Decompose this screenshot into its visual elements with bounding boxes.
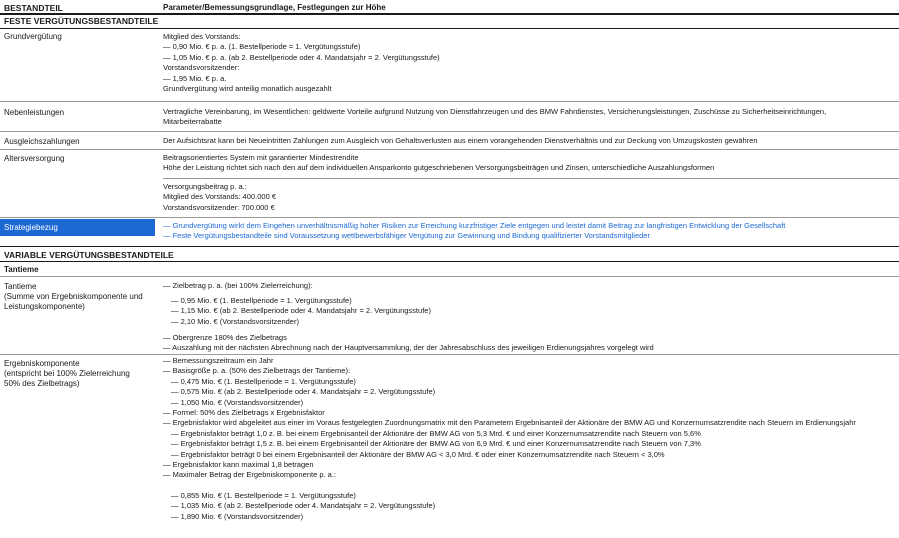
detail-line: — Ergebnisfaktor beträgt 1,5 z. B. bei einem Ergebnisanteil der Aktionäre der BMW AG von 6,9 Mrd. € und einer Konzernumsatzrendite nach Steuern von 7,3%	[171, 439, 701, 449]
label-line: Leistungskomponente)	[4, 302, 85, 311]
row-label-ausgleichszahlungen: Ausgleichszahlungen	[4, 137, 80, 146]
tantieme-details-c	[163, 333, 654, 354]
row-divider	[0, 217, 899, 218]
detail-line: Vertragliche Vereinbarung, im Wesentlichen: geldwerte Vorteile aufgrund Nutzung von Dienstfahrzeugen und des BMW Fahrdienstes, Versicherungsleistungen, Zuschüsse zu Sicherheitseinrichtungen,	[163, 107, 827, 116]
ausgleichszahlungen-details: Der Aufsichtsrat kann bei Neueintritten Zahlungen zum Ausgleich von Gehaltsverlusten aus einem vorangehenden Dienstverhältnis und zur Deckung von Umzugskosten gewähren	[163, 136, 758, 145]
detail-line: — Bemessungszeitraum ein Jahr	[163, 356, 274, 365]
section-variable-title: VARIABLE VERGÜTUNGSBESTANDTEILE	[4, 250, 174, 260]
detail-line: — Ergebnisfaktor wird abgeleitet aus einer im Voraus festgelegten Zuordnungsmatrix mit den Parametern Ergebnisanteil der Aktionäre der BMW AG und Konzernumsatzrendite nach Steuern im Erdienungsjahr	[163, 418, 856, 428]
row-divider	[0, 149, 899, 150]
grundverguetung-details	[163, 32, 440, 94]
altersversorgung-details-a	[163, 153, 714, 174]
row-divider	[0, 354, 899, 355]
label-line: (entspricht bei 100% Zielerreichung	[4, 369, 130, 378]
row-label-grundverguetung: Grundvergütung	[4, 32, 62, 41]
detail-line: — Zielbetrag p. a. (bei 100% Zielerreichung):	[163, 281, 313, 290]
detail-line: — 1,15 Mio. € (ab 2. Bestellperiode oder 4. Mandatsjahr = 2. Vergütungsstufe)	[171, 306, 431, 316]
detail-line: — Obergrenze 180% des Zielbetrags	[163, 333, 287, 342]
row-divider	[0, 101, 899, 102]
detail-line: — 1,890 Mio. € (Vorstandsvorsitzender)	[171, 511, 304, 521]
row-label-strategiebezug: Strategiebezug	[4, 223, 58, 232]
column-header-component: BESTANDTEIL	[4, 3, 63, 13]
detail-line: — 0,855 Mio. € (1. Bestellperiode = 1. Vergütungsstufe)	[171, 491, 356, 501]
row-label-ergebniskomponente	[4, 359, 130, 389]
section-rule	[0, 261, 899, 262]
detail-line: — 1,035 Mio. € (ab 2. Bestellperiode oder 4. Mandatsjahr = 2. Vergütungsstufe)	[171, 501, 436, 511]
detail-line: Versorgungsbeitrag p. a.:	[163, 182, 247, 191]
tantieme-details-b	[163, 296, 431, 327]
detail-line: — Ergebnisfaktor beträgt 0 bei einem Ergebnisanteil der Aktionäre der BMW AG < 3,0 Mrd. € oder einer Konzernumsatzrendite nach Steuern < 3,0%	[171, 449, 665, 459]
sub-divider	[163, 178, 899, 179]
label-line: (Summe von Ergebniskomponente und	[4, 292, 143, 301]
ergebniskomponente-details	[163, 356, 856, 522]
detail-line: — 1,050 Mio. € (Vorstandsvorsitzender)	[171, 397, 304, 407]
detail-line: — 0,95 Mio. € (1. Bestellperiode = 1. Vergütungsstufe)	[171, 296, 352, 305]
detail-line: Vorstandsvorsitzender: 700.000 €	[163, 202, 275, 212]
detail-line: — Grundvergütung wirkt dem Eingehen unverhältnismäßig hoher Risiken zur Erreichung kurzfristiger Ziele entgegen und leistet damit Beitrag zur langfristigen Entwicklung der Gesellschaft	[163, 221, 786, 230]
row-divider	[0, 131, 899, 132]
label-line: Tantieme	[4, 282, 37, 291]
detail-line: — 0,90 Mio. € p. a. (1. Bestellperiode = 1. Vergütungsstufe)	[163, 42, 361, 52]
detail-line: — 2,10 Mio. € (Vorstandsvorsitzender)	[171, 316, 299, 326]
detail-line: Mitglied des Vorstands:	[163, 32, 241, 41]
detail-line: — Formel: 50% des Zielbetrags x Ergebnisfaktor	[163, 407, 325, 417]
altersversorgung-details-b	[163, 182, 276, 213]
detail-line: — Maximaler Betrag der Ergebniskomponente p. a.:	[163, 470, 337, 480]
header-rule	[0, 13, 899, 15]
row-label-nebenleistungen: Nebenleistungen	[4, 108, 65, 117]
detail-line: — 1,05 Mio. € p. a. (ab 2. Bestellperiode oder 4. Mandatsjahr = 2. Vergütungsstufe)	[163, 52, 440, 62]
detail-line: — 1,95 Mio. € p. a.	[163, 73, 227, 83]
section-fixed-title: FESTE VERGÜTUNGSBESTANDTEILE	[4, 16, 159, 26]
row-divider	[0, 276, 899, 277]
detail-line: — Feste Vergütungsbestandteile sind Voraussetzung wettbewerbsfähiger Vergütung zur Gewinnung und Bindung qualifizierter Vorstandsmitglieder	[163, 231, 650, 241]
detail-line	[163, 481, 856, 491]
tantieme-details-a	[163, 281, 313, 291]
detail-line: Grundvergütung wird anteilig monatlich ausgezahlt	[163, 83, 332, 93]
row-label-tantieme	[4, 282, 143, 312]
detail-line: — 0,575 Mio. € (ab 2. Bestellperiode oder 4. Mandatsjahr = 2. Vergütungsstufe)	[171, 387, 436, 397]
column-header-parameters: Parameter/Bemessungsgrundlage, Festlegungen zur Höhe	[163, 3, 386, 12]
detail-line: — Basisgröße p. a. (50% des Zielbetrags der Tantieme):	[163, 366, 351, 376]
label-line: Ergebniskomponente	[4, 359, 80, 368]
detail-line: Höhe der Leistung richtet sich nach den auf dem individuellen Ansparkonto gutgeschriebenen Versorgungsbeiträgen und Zinsen, unterschiedliche Auszahlungsformen	[163, 163, 715, 173]
detail-line: — Ergebnisfaktor kann maximal 1,8 betragen	[163, 459, 314, 469]
detail-line: — Auszahlung mit der nächsten Abrechnung nach der Hauptversammlung, der der Jahresabschluss des jeweiligen Erdienungsjahres vorgelegt wird	[163, 343, 654, 353]
detail-line: — 0,475 Mio. € (1. Bestellperiode = 1. Vergütungsstufe)	[171, 376, 356, 386]
detail-line: — Ergebnisfaktor beträgt 1,0 z. B. bei einem Ergebnisanteil der Aktionäre der BMW AG von 5,3 Mrd. € und einer Konzernumsatzrendite nach Steuern von 5,6%	[171, 428, 701, 438]
detail-line: Beitragsorientiertes System mit garantierter Mindestrendite	[163, 153, 359, 162]
section-tantieme-title: Tantieme	[4, 265, 39, 274]
label-line: 50% des Zielbetrags)	[4, 379, 80, 388]
detail-line: Vorstandsvorsitzender:	[163, 63, 240, 73]
row-label-altersversorgung: Altersversorgung	[4, 154, 65, 163]
nebenleistungen-details	[163, 107, 826, 128]
detail-line: Mitglied des Vorstands: 400.000 €	[163, 192, 276, 202]
strategiebezug-details	[163, 221, 785, 242]
section-rule	[0, 28, 899, 29]
section-rule	[0, 246, 899, 247]
detail-line: Mitarbeiterrabatte	[163, 117, 222, 127]
